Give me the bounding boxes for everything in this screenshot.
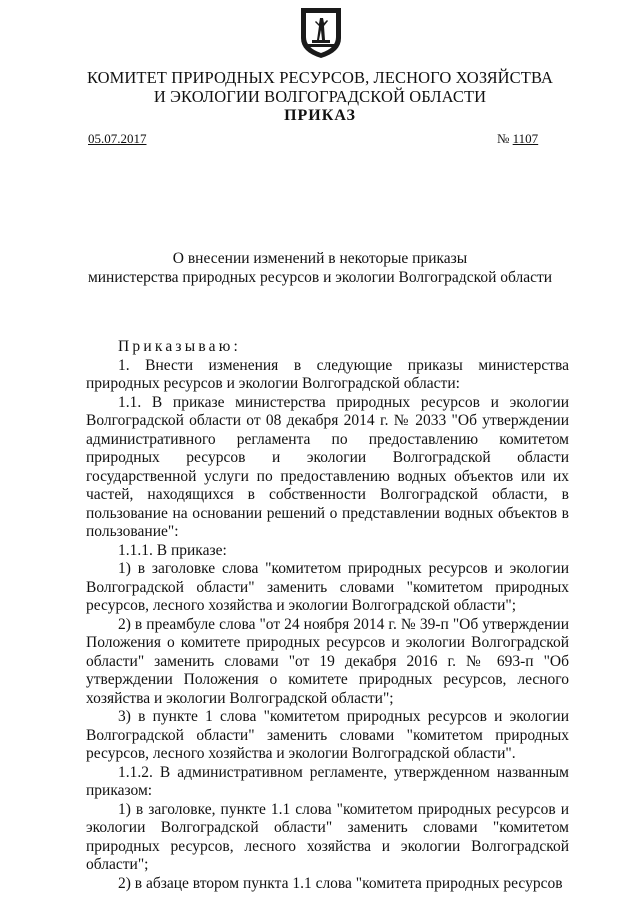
document-body (86, 338, 569, 893)
paragraph: 2) в преамбуле слова "от 24 ноября 2014 г. № 39-п "Об утверждении Положения о комитете природных ресурсов и экологии Волгоградской области" заменить словами "от 19 декабря 2016 г. № 693-п "Об утверждении Положения о комитете природных ресурсов, лесного хозяйства и экологии Волгоградской области"; (86, 615, 569, 707)
order-keyword: Приказываю: (118, 338, 242, 355)
organization-name (0, 68, 640, 106)
paragraph: 1.1.2. В административном регламенте, утвержденном названным приказом: (86, 763, 569, 799)
number-value: 1107 (512, 131, 539, 146)
number-sign: № (497, 131, 510, 146)
organization-name-line1: КОМИТЕТ ПРИРОДНЫХ РЕСУРСОВ, ЛЕСНОГО ХОЗЯЙСТВА (86, 68, 554, 87)
document-date: 05.07.2017 (88, 131, 147, 146)
paragraph: 1) в заголовке слова "комитетом природных ресурсов и экологии Волгоградской области" заменить словами "комитетом природных ресурсов, лесного хозяйства и экологии Волгоградской области"; (86, 560, 569, 614)
paragraph: 1.1. В приказе министерства природных ресурсов и экологии Волгоградской области от 08 декабря 2014 г. № 2033 "Об утверждении административного регламента по предоставлению комитетом природных ресурсов и экологии Волгоградской области государственной услуги по предоставлению водных объектов или их частей, находящихся в собственности Волгоградской области, в пользование на основании решений о представлении водных объектов в пользование": (86, 393, 569, 540)
document-number (497, 131, 538, 147)
paragraph: 1) в заголовке, пункте 1.1 слова "комитетом природных ресурсов и экологии Волгоградской области" заменить словами "комитетом природных ресурсов, лесного хозяйства и экологии Волгоградской области"; (86, 800, 569, 873)
paragraph: 1. Внести изменения в следующие приказы министерства природных ресурсов и экологии Волгоградской области: (86, 356, 569, 392)
paragraph: 2) в абзаце втором пункта 1.1 слова "комитета природных ресурсов (118, 874, 563, 892)
document-subject (0, 249, 640, 287)
document-type: ПРИКАЗ (284, 107, 356, 124)
paragraph: 3) в пункте 1 слова "комитетом природных ресурсов и экологии Волгоградской области" заменить словами "комитетом природных ресурсов, лесного хозяйства и экологии Волгоградской области". (86, 708, 569, 762)
subject-line2: министерства природных ресурсов и экологии Волгоградской области (87, 269, 553, 286)
paragraph: 1.1.1. В приказе: (118, 541, 227, 559)
organization-name-line2: И ЭКОЛОГИИ ВОЛГОГРАДСКОЙ ОБЛАСТИ (153, 87, 487, 106)
coat-of-arms-icon (298, 6, 344, 60)
subject-line1: О внесении изменений в некоторые приказы (172, 250, 468, 267)
